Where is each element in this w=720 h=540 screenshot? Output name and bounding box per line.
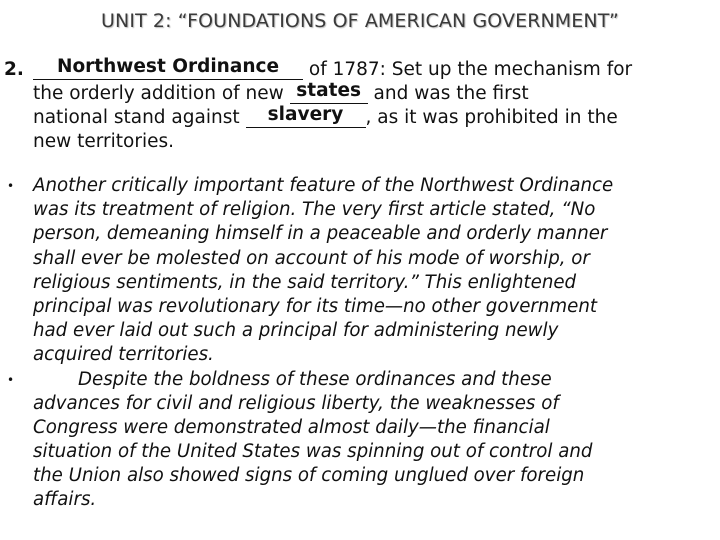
bullet-line: the Union also showed signs of coming unglued over foreign — [33, 465, 585, 487]
bullet-line: principal was revolutionary for its time—no other government — [33, 295, 597, 317]
blank-answer-2: states — [296, 80, 362, 101]
blank-answer-3: slavery — [267, 104, 344, 125]
blank-northwest-ordinance — [33, 56, 303, 80]
bullet-line: shall ever be molested on account of his mode of worship, or — [33, 247, 590, 269]
bullet-item-weaknesses — [0, 368, 716, 513]
point-line-1 — [4, 58, 716, 82]
bullet-dot-icon: • — [7, 179, 15, 193]
bullet-line: religious sentiments, in the said territory.” This enlightened — [33, 271, 577, 293]
bullet-line: situation of the United States was spinning out of control and — [33, 441, 593, 463]
bullet-line: had ever laid out such a principal for administering newly — [33, 320, 559, 342]
point-text-1: of 1787: Set up the mechanism for — [308, 59, 633, 80]
point-line-3 — [4, 106, 716, 130]
bullet-item-religion — [0, 174, 716, 368]
blank-states — [290, 80, 368, 104]
bullet-line: was its treatment of religion. The very first article stated, “No — [33, 199, 596, 221]
bullet-dot-icon: • — [7, 372, 15, 387]
bullet-line: acquired territories. — [33, 344, 214, 366]
point-line-2 — [4, 82, 716, 106]
bullet-line: Congress were demonstrated almost daily—the financial — [33, 416, 550, 438]
bullet-list — [0, 174, 716, 513]
bullet-line: advances for civil and religious liberty, the weaknesses of — [33, 392, 559, 414]
point-text-3a: national stand against — [33, 107, 246, 128]
bullet-line: affairs. — [33, 489, 97, 511]
point-text-2b: and was the first — [367, 83, 529, 104]
point-number: 2. — [4, 59, 24, 80]
blank-answer-1: Northwest Ordinance — [56, 56, 280, 77]
slide-title: UNIT 2: “FOUNDATIONS OF AMERICAN GOVERNMENT” — [101, 10, 619, 32]
point-2 — [4, 58, 716, 154]
point-text-2a: the orderly addition of new — [33, 83, 290, 104]
bullet-line: Another critically important feature of the Northwest Ordinance — [33, 175, 614, 196]
bullet-line: person, demeaning himself in a peaceable and orderly manner — [33, 223, 608, 245]
blank-slavery — [246, 104, 366, 128]
point-line-4: new territories. — [33, 131, 174, 152]
bullet-line: Despite the boldness of these ordinances and these — [78, 368, 552, 390]
point-text-3b: , as it was prohibited in the — [365, 107, 618, 128]
